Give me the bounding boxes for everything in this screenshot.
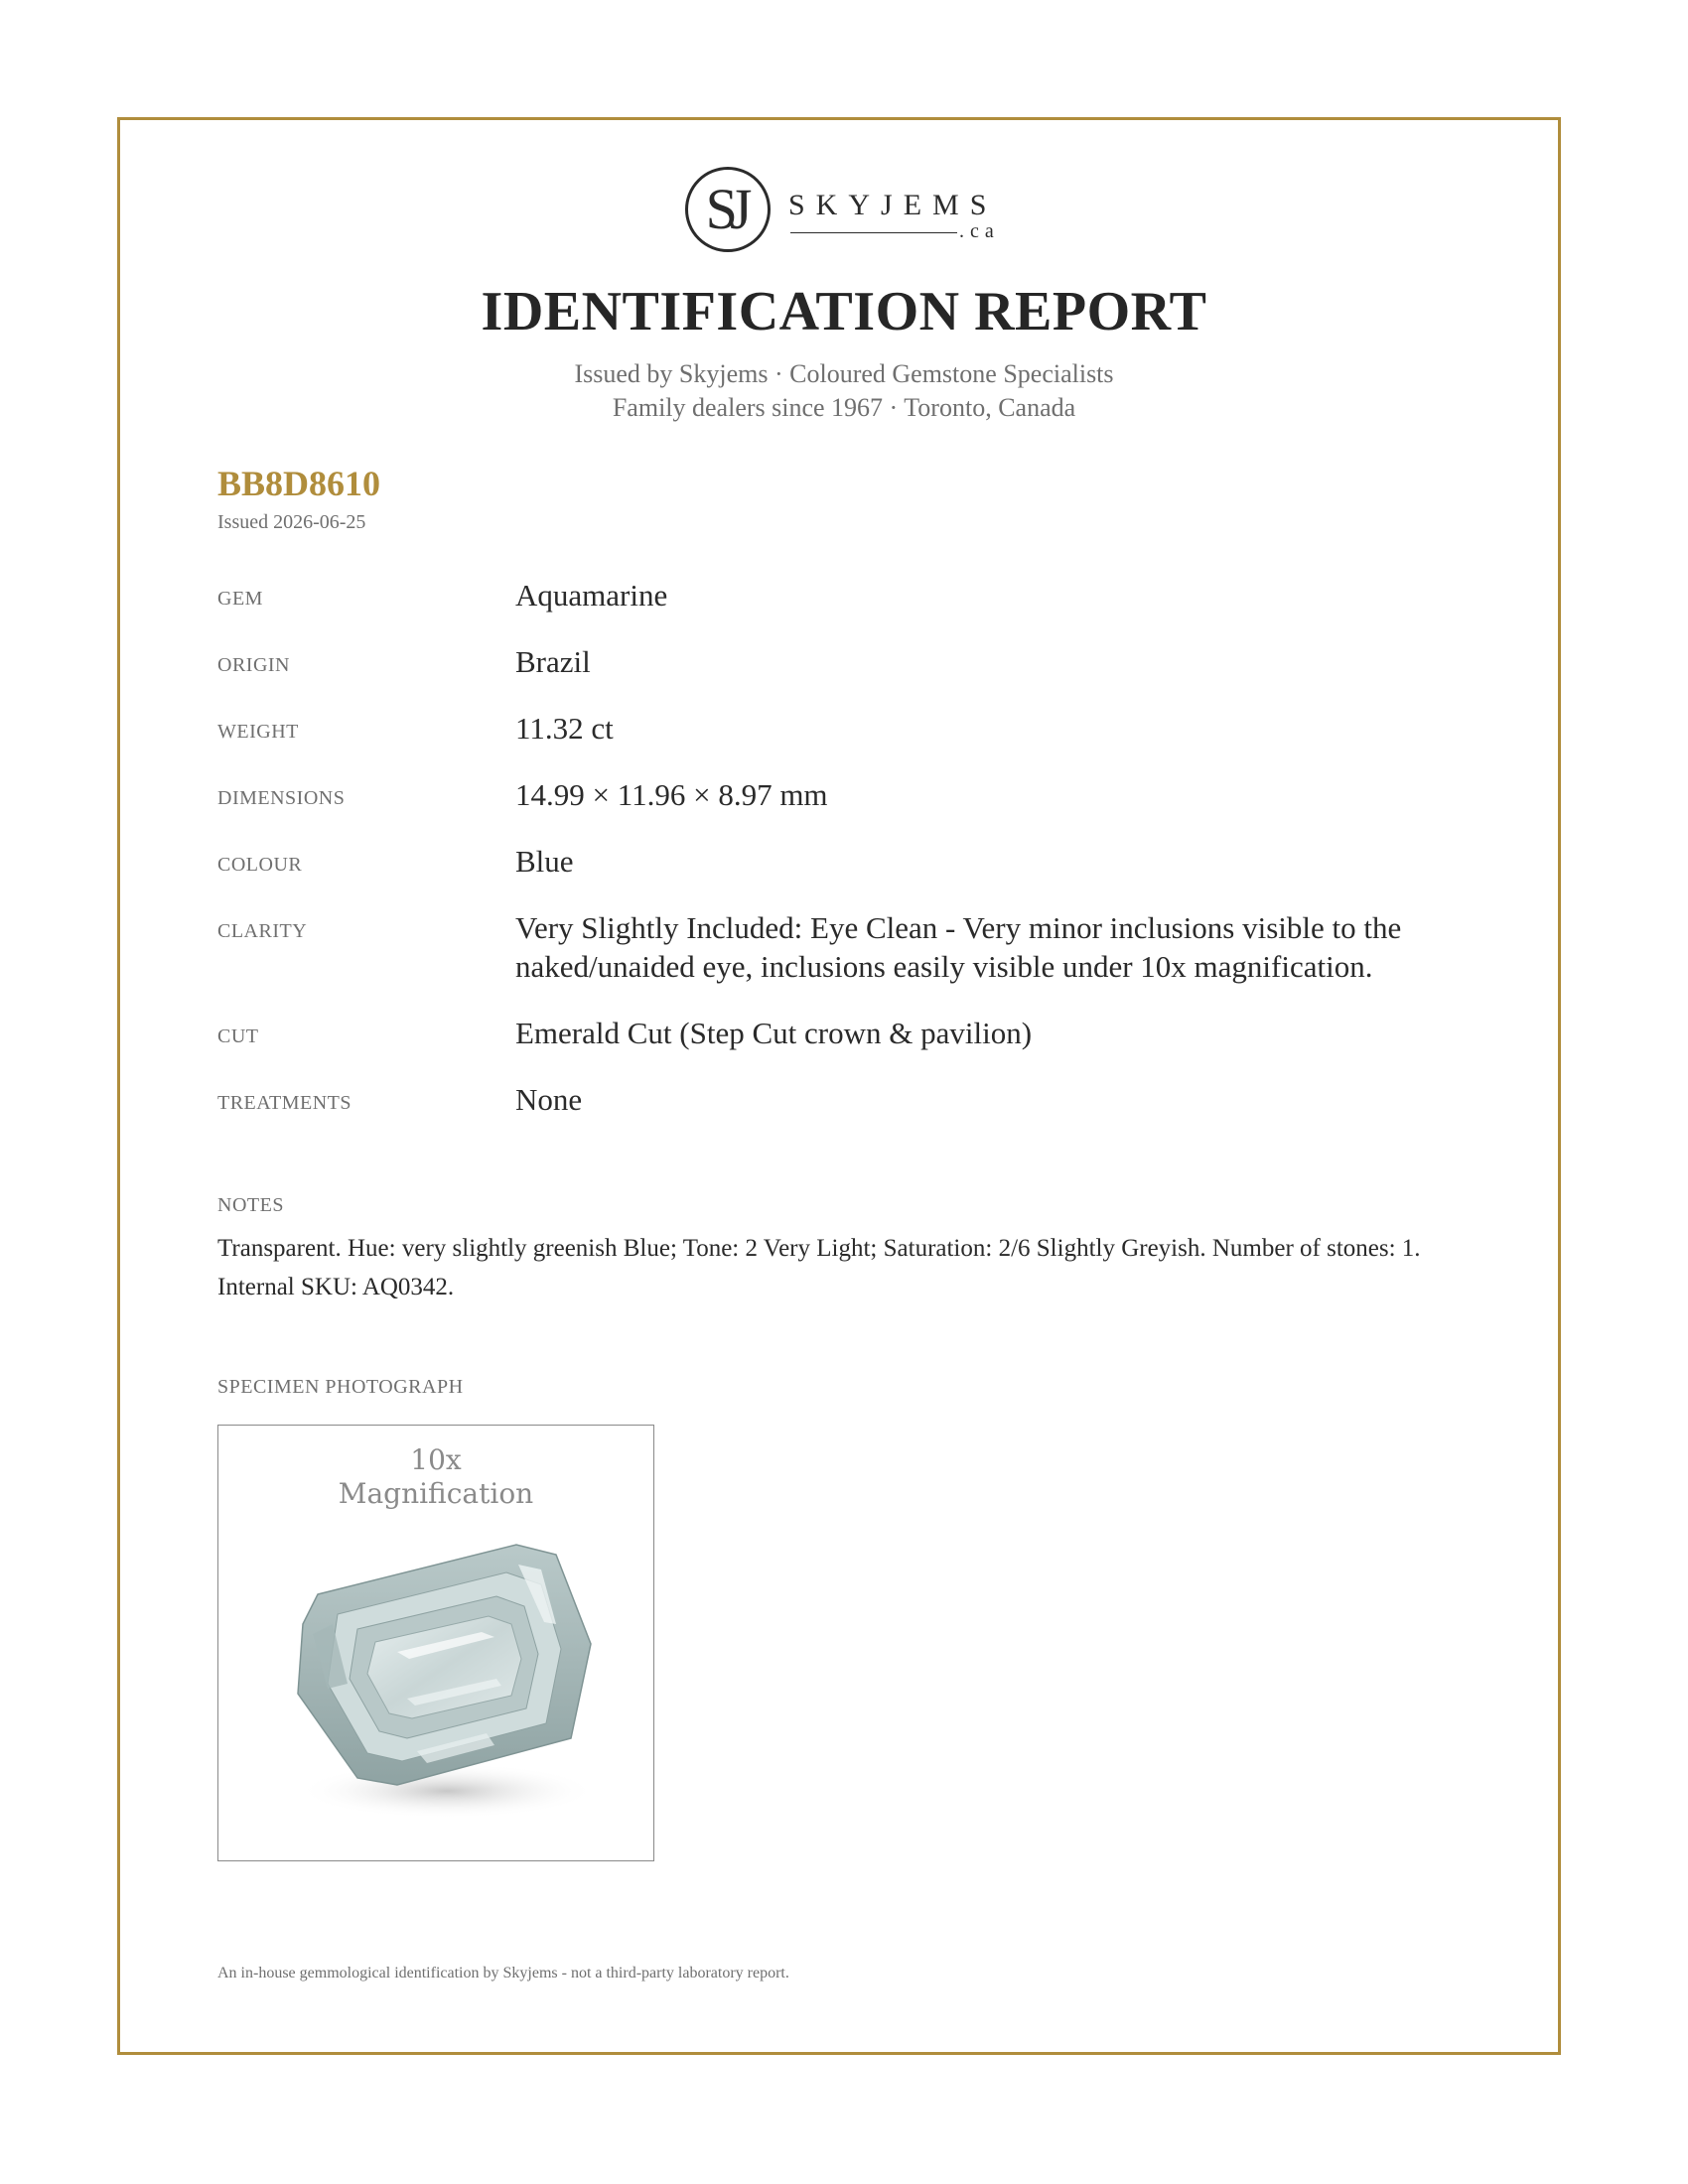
field-value: Emerald Cut (Step Cut crown & pavilion): [515, 1016, 1033, 1050]
field-value: None: [515, 1082, 583, 1117]
notes-text: Transparent. Hue: very slightly greenish Blue; Tone: 2 Very Light; Saturation: 2/6 Slightly Greyish. Number of stones: 1. Internal SKU: AQ0342.: [217, 1235, 1421, 1300]
report-title: IDENTIFICATION REPORT: [481, 281, 1207, 342]
tagline: Family dealers since 1967 · Toronto, Canada: [612, 393, 1076, 422]
field-value: Aquamarine: [515, 578, 668, 613]
logo-domain: .ca: [959, 220, 1000, 242]
issuer-line: Issued by Skyjems · Coloured Gemstone Specialists: [574, 359, 1114, 388]
field-label: CLARITY: [217, 920, 308, 942]
field-value: Blue: [515, 844, 574, 879]
field-label: WEIGHT: [217, 721, 299, 743]
field-label: COLOUR: [217, 854, 303, 876]
sj-monogram-icon: SJ: [685, 167, 771, 252]
logo-wordmark: SKYJEMS: [788, 189, 998, 221]
disclaimer: An in-house gemmological identification by Skyjems - not a third-party laboratory report.: [217, 1965, 789, 1981]
skyjems-logo: [685, 167, 1013, 262]
magnification-level: 10x: [410, 1443, 462, 1476]
field-label: DIMENSIONS: [217, 787, 346, 809]
field-value: Brazil: [515, 644, 591, 679]
field-label: TREATMENTS: [217, 1092, 352, 1114]
field-label: ORIGIN: [217, 654, 290, 676]
field-value: 14.99 × 11.96 × 8.97 mm: [515, 777, 828, 812]
field-label: CUT: [217, 1025, 259, 1047]
field-value: 11.32 ct: [515, 711, 614, 746]
report-id: BB8D8610: [217, 464, 381, 503]
emerald-cut-gem-icon: [258, 1525, 616, 1852]
magnification-caption: Magnification: [338, 1477, 534, 1510]
logo-rule: [790, 232, 957, 233]
field-label: GEM: [217, 588, 263, 610]
notes-label: NOTES: [217, 1194, 284, 1216]
specimen-photo: [217, 1425, 654, 1861]
field-value: Very Slightly Included: Eye Clean - Very minor inclusions visible to the naked/unaided eye, inclusions easily visible under 10x magnification.: [515, 910, 1402, 984]
photo-label: SPECIMEN PHOTOGRAPH: [217, 1376, 464, 1398]
issued-date: Issued 2026-06-25: [217, 511, 366, 533]
